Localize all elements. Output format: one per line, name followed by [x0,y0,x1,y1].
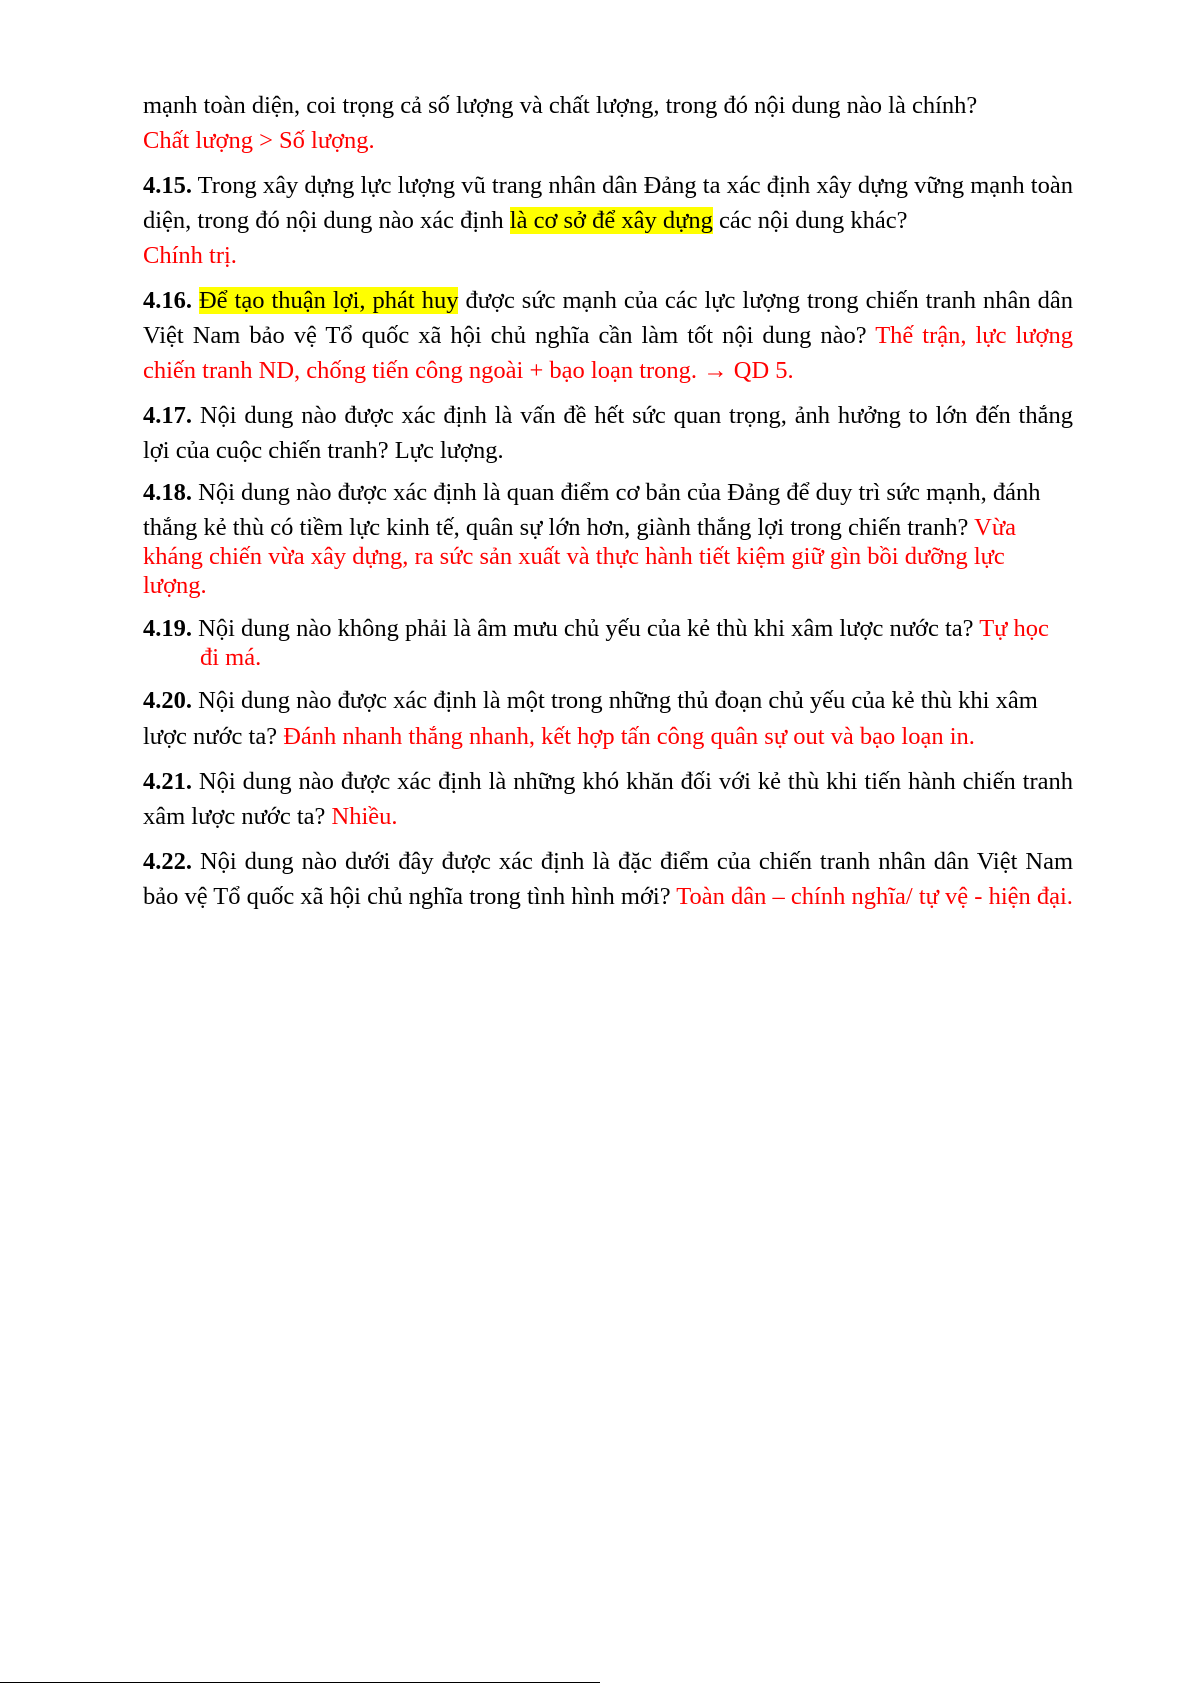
question-4-18-continued [143,513,1073,600]
page-bottom-divider [0,1682,600,1683]
answer-text: Thế trận, lực lượng chiến tranh ND, chống tiến công ngoài + bạo loạn trong. [143,322,1073,384]
answer-text: Chính trị. [143,242,237,269]
question-text-continued: lược nước ta? [143,723,284,750]
answer-tail: QD 5. [727,357,794,384]
question-4-16 [143,283,1073,388]
question-text: Nội dung nào được xác định là vấn đề hết sức quan trọng, ảnh hưởng to lớn đến thắng lợi của cuộc chiến tranh? Lực lượng. [143,402,1073,464]
question-number: 4.20. [143,687,192,714]
arrow-icon: → [703,357,728,384]
answer-text: Vừa kháng chiến vừa xây dựng, ra sức sản xuất và thực hành tiết kiệm giữ gìn bồi dưỡng lực lượng. [143,514,1016,599]
intro-answer: Chất lượng > Số lượng. [143,127,375,154]
question-text-tail: các nội dung khác? [712,207,908,234]
question-text: Nội dung nào được xác định là những khó khăn đối với kẻ thù khi tiến hành chiến tranh xâm lược nước ta? [143,768,1073,830]
question-number: 4.22. [143,848,192,875]
highlighted-text: là cơ sở để xây dựng [509,207,713,234]
question-4-17 [143,398,1073,468]
question-text: Nội dung nào được xác định là quan điểm cơ bản của Đảng để duy trì sức mạnh, đánh [192,479,1041,506]
question-text: được sức mạnh của các lực lượng trong chiến tranh nhân dân Việt Nam bảo vệ Tổ quốc xã hội chủ nghĩa cần làm tốt nội dung nào? [143,287,1073,349]
question-number: 4.16. [143,287,192,314]
answer-text: Toàn dân – chính nghĩa/ tự vệ - hiện đại. [676,883,1073,910]
question-text: Nội dung nào được xác định là một trong những thủ đoạn chủ yếu của kẻ thù khi xâm [192,687,1038,714]
answer-text: Đánh nhanh thắng nhanh, kết hợp tấn công quân sự out và bạo loạn in. [283,723,975,750]
question-4-20 [143,686,1073,715]
question-text: Trong xây dựng lực lượng vũ trang nhân dân Đảng ta xác định xây dựng vững mạnh toàn diện, trong đó nội dung nào xác định [143,172,1073,234]
question-4-15 [143,168,1073,273]
question-number: 4.15. [143,172,192,199]
question-4-21 [143,764,1073,834]
question-4-19 [143,614,1073,672]
question-number: 4.21. [143,768,192,795]
question-text-continued: thắng kẻ thù có tiềm lực kinh tế, quân sự lớn hơn, giành thắng lợi trong chiến tranh? [143,514,975,541]
highlighted-text: Để tạo thuận lợi, phát huy [198,287,459,314]
question-text: Nội dung nào dưới đây được xác định là đặc điểm của chiến tranh nhân dân Việt Nam bảo vệ Tổ quốc xã hội chủ nghĩa trong tình hình mới? [143,848,1073,910]
question-number: 4.17. [143,402,192,429]
paragraph-intro [143,88,1073,158]
question-text: Nội dung nào không phải là âm mưu chủ yếu của kẻ thù khi xâm lược nước ta? [192,615,980,642]
question-4-18 [143,478,1073,507]
answer-text: Nhiều. [331,803,398,830]
question-number: 4.19. [143,615,192,642]
answer-text: Tự học đi má. [200,615,1049,671]
question-4-22 [143,844,1073,914]
question-4-20-continued [143,719,1073,754]
intro-text: mạnh toàn diện, coi trọng cả số lượng và chất lượng, trong đó nội dung nào là chính? [143,92,978,119]
question-number: 4.18. [143,479,192,506]
document-body [143,88,1073,924]
